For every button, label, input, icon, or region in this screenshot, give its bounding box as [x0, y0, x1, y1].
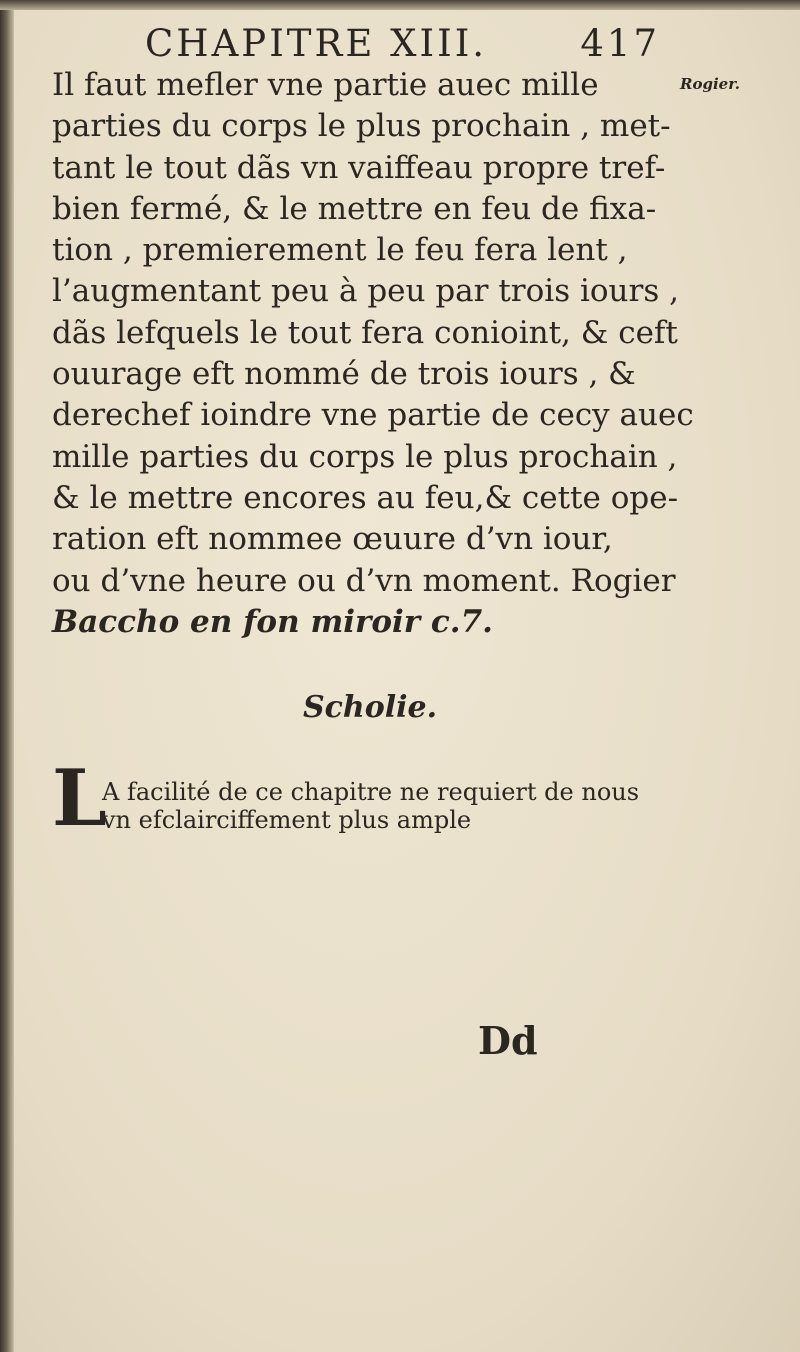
body-line: dãs lefquels le tout fera conioint, & ceft — [52, 314, 678, 351]
body-line: ouurage eft nommé de trois iours , & — [52, 356, 636, 393]
show-through-texture — [120, 860, 640, 1240]
body-line: derechef ioindre vne partie de cecy auec — [52, 397, 694, 434]
scholie-line: vn efclairciffement plus ample — [102, 806, 472, 834]
signature-mark: Dd — [478, 1018, 538, 1063]
body-line: ou d’vne heure ou d’vn moment. Rogier — [52, 562, 676, 599]
body-line: & le mettre encores au feu,& cette ope- — [52, 479, 679, 516]
body-line: mille parties du corps le plus prochain , — [52, 438, 678, 475]
body-line: parties du corps le plus prochain , met- — [52, 108, 671, 145]
body-line: ration eft nommee œuure d’vn iour, — [52, 521, 613, 558]
body-line: Il faut mefler vne partie auec mille — [52, 67, 599, 103]
body-line: l’augmentant peu à peu par trois iours , — [52, 273, 679, 310]
page-number: 417 — [580, 22, 660, 65]
section-heading: Scholie. — [302, 690, 438, 725]
scholie-line: A facilité de ce chapitre ne requiert de nous — [102, 778, 640, 806]
scholie-text — [102, 778, 662, 834]
body-line: tant le tout dãs vn vaiffeau propre tref- — [52, 149, 666, 186]
body-line: tion , premierement le feu fera lent , — [52, 232, 628, 269]
chapter-title: CHAPITRE XIII. — [145, 22, 488, 65]
body-line: bien fermé, & le mettre en feu de fixa- — [52, 190, 657, 227]
drop-cap: L — [52, 753, 107, 844]
margin-note: Rogier. — [680, 75, 740, 93]
body-text — [52, 65, 694, 643]
page-top-edge — [0, 0, 800, 10]
page-gutter-shadow — [0, 0, 14, 1352]
citation-line: Baccho en fon miroir c.7. — [52, 603, 493, 640]
